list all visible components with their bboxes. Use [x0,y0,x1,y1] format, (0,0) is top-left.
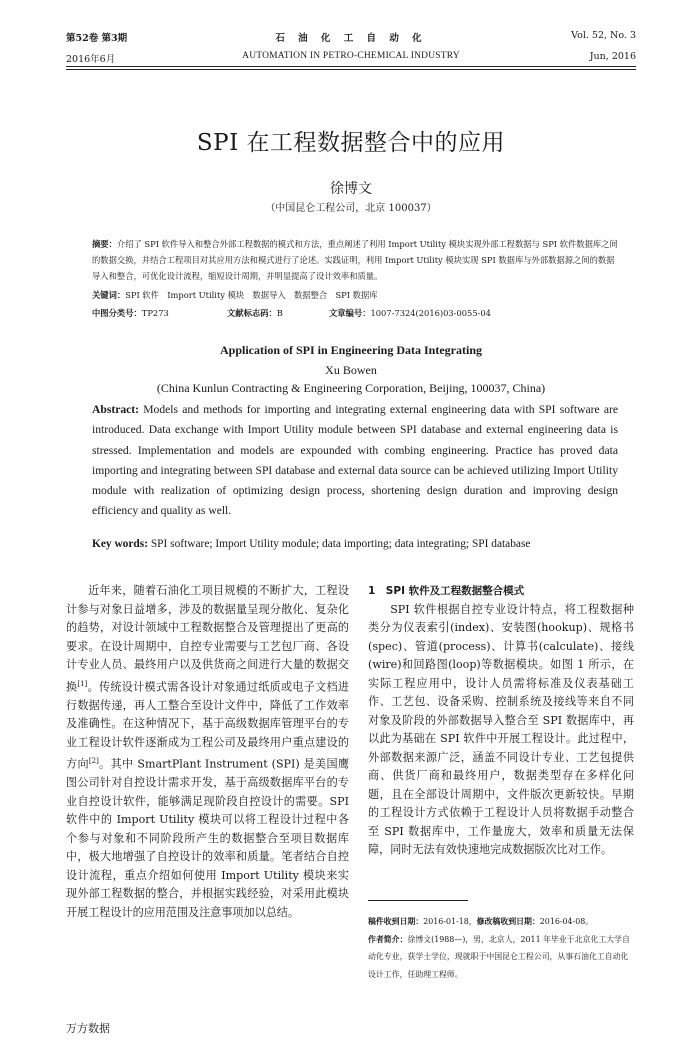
author-bio-text: 徐博文(1988—)，男，北京人，2011 年毕业于北京化工大学自动化专业，获学士学位，现就职于中国昆仑工程公司，从事石油化工自动化设计工作，任助理工程师。 [368,934,630,979]
watermark: 万方数据 [66,1022,110,1035]
abstract-en-label: Abstract: [92,403,140,416]
author-affiliation-en: (China Kunlun Contracting & Engineering Corporation, Beijing, 100037, China) [156,381,546,395]
footnote-dates [368,913,636,931]
abstract-en-text: Models and methods for importing and integrating external engineering data with SPI software are introduced. Data exchange with Import Utility module between SPI database and external engineering data is stressed. Implementation and models are expounded with combing engineering. Practice has proved data importing and integrating between SPI database and external data source can be achieved utilizing Import Utility module with realization of optimizing design process, shortening design duration and improving design efficiency and quality as well. [92,403,618,518]
header-date-en: Jun, 2016 [589,51,636,62]
intro-text-1: 近年来，随着石油化工项目规模的不断扩大，工程设计参与对象日益增多，涉及的数据量呈现分散化、复杂化的趋势，对设计领域中工程数据整合及管理提出了更高的要求。在设计周期中，自控专业需要与工艺包厂商、各设计专业人员、最终用户以及供货商之间进行大量的数据交换 [66,584,349,694]
keywords-cn-text: SPI 软件 Import Utility 模块 数据导入 数据整合 SPI 数据库 [125,290,378,300]
section-1-heading: 1 SPI 软件及工程数据整合模式 [368,585,525,597]
body-column-right [368,582,634,860]
header-volume-en: Vol. 52, No. 3 [571,30,636,41]
author-name: 徐博文 [330,181,372,197]
received-label: 稿件收到日期： [368,917,424,926]
header-date-cn: 2016年6月 [66,54,116,65]
citation-2: [2] [88,757,99,766]
classification-line [92,307,552,319]
header-journal-cn: 石 油 化 工 自 动 化 [275,33,427,44]
author-name-en: Xu Bowen [325,363,377,377]
articleno-label: 文章编号： [329,308,371,318]
intro-paragraph [66,582,349,922]
abstract-cn-label: 摘要： [92,239,117,249]
doccode-label: 文献标志码： [227,308,277,318]
revised-label: 修改稿收到日期： [476,917,540,926]
footnote-author-bio [368,931,636,984]
header-rule-thin [66,69,636,70]
clc-value: TP273 [141,308,169,318]
intro-text-2: 。传统设计模式需各设计对象通过纸质或电子文档进行数据传递，再人工整合至设计文件中，降低了工作效率及准确性。在这种情况下，基于高级数据库管理平台的专业工程设计软件逐渐成为工程公司及最终用户重点建设的方向 [66,680,349,771]
article-title-en: Application of SPI in Engineering Data Integrating [219,343,483,357]
clc-label: 中图分类号： [92,308,142,318]
abstract-en [92,400,618,522]
body-column-left [66,582,349,922]
article-title: SPI 在工程数据整合中的应用 [196,130,506,156]
intro-text-3: 。其中 SmartPlant Instrument (SPI) 是美国鹰图公司针对自控设计需求开发，基于高级数据库平台的专业自控设计软件，能够满足现阶段自控设计的需要。SPI 软件中的 Import Utility 模块可以将工程设计过程中各个参与对象和不同阶段所产生的数据整合至项目数据库中，极大地增强了自控设计的效率和质量。笔者结合自控设计流程，重点介绍如何使用 Import Utility 模块来实现外部工程数据的整合，并根据实践经验，对采用此模块开展工程设计的应用范围及注意事项加以总结。 [66,757,349,919]
author-affiliation: （中国昆仑工程公司，北京 100037） [265,203,437,214]
articleno [329,307,491,319]
abstract-cn-text: 介绍了 SPI 软件导入和整合外部工程数据的模式和方法，重点阐述了利用 Import Utility 模块实现外部工程数据与 SPI 软件数据库之间的数据交换，并结合工程项目对其应用方法和模式进行了论述。实践证明，利用 Import Utility 模块实现 SPI 数据库与外部数据源之间的数据导入和整合，可优化设计流程，缩短设计周期，并明显提高了设计效率和质量。 [92,239,618,282]
keywords-en-label: Key words: [92,538,148,550]
footnote-rule [368,900,468,901]
header-volume-cn: 第52卷 第3期 [66,33,128,44]
received-value: 2016-01-18， [423,917,477,926]
articleno-value: 1007-7324(2016)03-0055-04 [370,308,491,318]
header-journal-en: AUTOMATION IN PETRO-CHEMICAL INDUSTRY [242,51,460,61]
doccode [227,307,283,319]
keywords-cn-label: 关键词： [92,290,126,300]
abstract-cn [92,236,618,285]
footnote [368,913,636,983]
citation-1: [1] [77,679,88,688]
keywords-en-text: SPI software; Import Utility module; data importing; data integrating; SPI database [148,538,531,550]
doccode-value: B [276,308,283,318]
running-header [66,30,636,66]
header-rule [66,66,636,67]
author-bio-label: 作者简介： [368,934,408,944]
keywords-en [92,538,618,550]
section-1-paragraph: SPI 软件根据自控专业设计特点，将工程数据种类分为仪表索引(index)、安装图(hookup)、规格书(spec)、管道(process)、计算书(calculate)、接线(wire)和回路图(loop)等数据模块。如图 1 所示，在实际工程应用中，设计人员需将标准及仪表基础工作、工艺包、设备采购、控制系统及接线等来自不同对象及阶段的外部数据导入整合至 SPI 数据库中，再以此为基础在 SPI 软件中开展工程设计。此过程中，外部数据来源广泛，涵盖不同设计专业、工艺包提供商、供货厂商和最终用户，数据类型存在多样化问题，且在全部设计周期中，文件版次更新较快。早期的工程设计方式依赖于工程设计人员将数据手动整合至 SPI 数据库中，工作量庞大，效率和质量无法保障，同时无法有效快速地完成数据版次比对工作。 [368,602,634,856]
keywords-cn [92,289,378,301]
revised-value: 2016-04-08。 [539,917,594,926]
